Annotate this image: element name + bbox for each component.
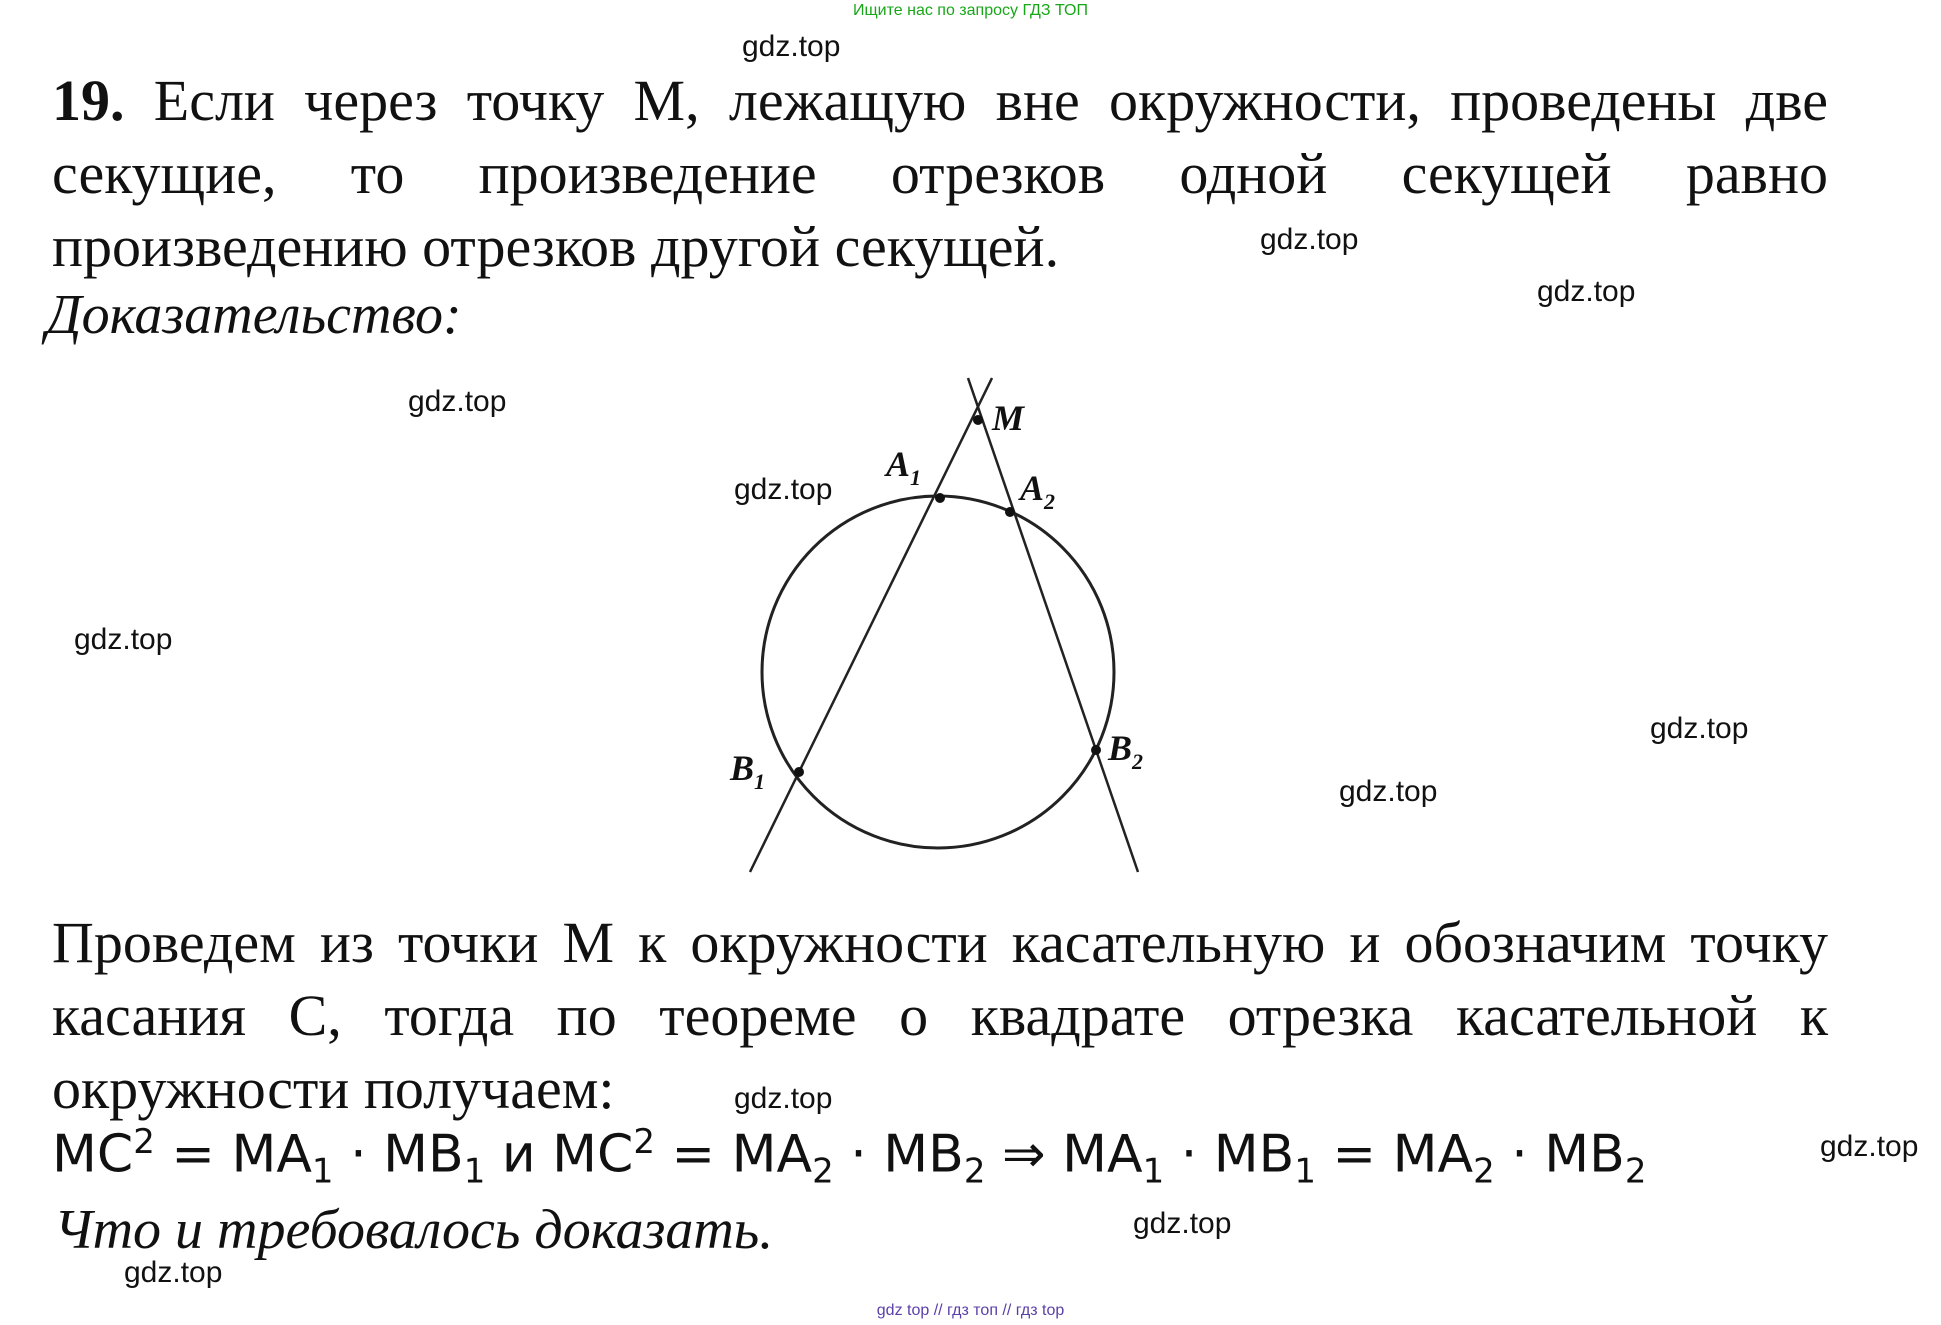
watermark: gdz.top	[1820, 1130, 1919, 1163]
point-A2	[1005, 507, 1015, 517]
watermark: gdz.top	[742, 30, 841, 63]
watermark: gdz.top	[124, 1256, 223, 1289]
watermark: gdz.top	[734, 473, 833, 506]
secants-diagram	[720, 360, 1200, 890]
watermark: gdz.top	[1650, 712, 1749, 745]
formula: $MC^2 = MA_1 \cdot MB_1$ и $MC^2 = MA_2 \cdot MB_2$ ⇒ $MA_1 \cdot MB_1 = MA_2 \cdot MB_2$	[52, 1122, 1647, 1192]
conclusion: Что и требовалось доказать.	[54, 1199, 774, 1261]
problem-text: Если через точку М, лежащую вне окружности, проведены две секущие, то произведение отрезков одной секущей равно произведению отрезков другой секущей.	[52, 68, 1829, 279]
secant-line-2	[968, 378, 1138, 872]
point-A1	[935, 493, 945, 503]
footer-links[interactable]: gdz top // гдз топ // гдз top	[876, 1302, 1065, 1319]
problem-statement	[52, 64, 1828, 283]
watermark: gdz.top	[408, 385, 507, 418]
problem-number: 19.	[52, 68, 125, 133]
circle	[762, 496, 1114, 848]
watermark: gdz.top	[1133, 1207, 1232, 1240]
label-B2: $B_2$	[1108, 728, 1144, 774]
label-A1: $A_1$	[886, 444, 922, 490]
watermark: gdz.top	[1339, 775, 1438, 808]
secant-line-1	[750, 378, 992, 872]
point-B2	[1091, 745, 1101, 755]
watermark: gdz.top	[734, 1082, 833, 1115]
label-A2: $A_2$	[1020, 468, 1056, 514]
proof-label: Доказательство:	[46, 284, 462, 346]
label-B1: $B_1$	[730, 748, 766, 794]
watermark: gdz.top	[74, 623, 173, 656]
point-B1	[794, 767, 804, 777]
watermark: gdz.top	[1260, 223, 1359, 256]
watermark: gdz.top	[1537, 275, 1636, 308]
proof-text: Проведем из точки М к окружности касательную и обозначим точку касания С, тогда по теореме о квадрате отрезка касательной к окружности получаем:	[52, 910, 1828, 1121]
label-M: M	[992, 398, 1025, 438]
top-search-banner[interactable]: Ищите нас по запросу ГДЗ ТОП	[853, 2, 1088, 19]
point-M	[973, 415, 983, 425]
